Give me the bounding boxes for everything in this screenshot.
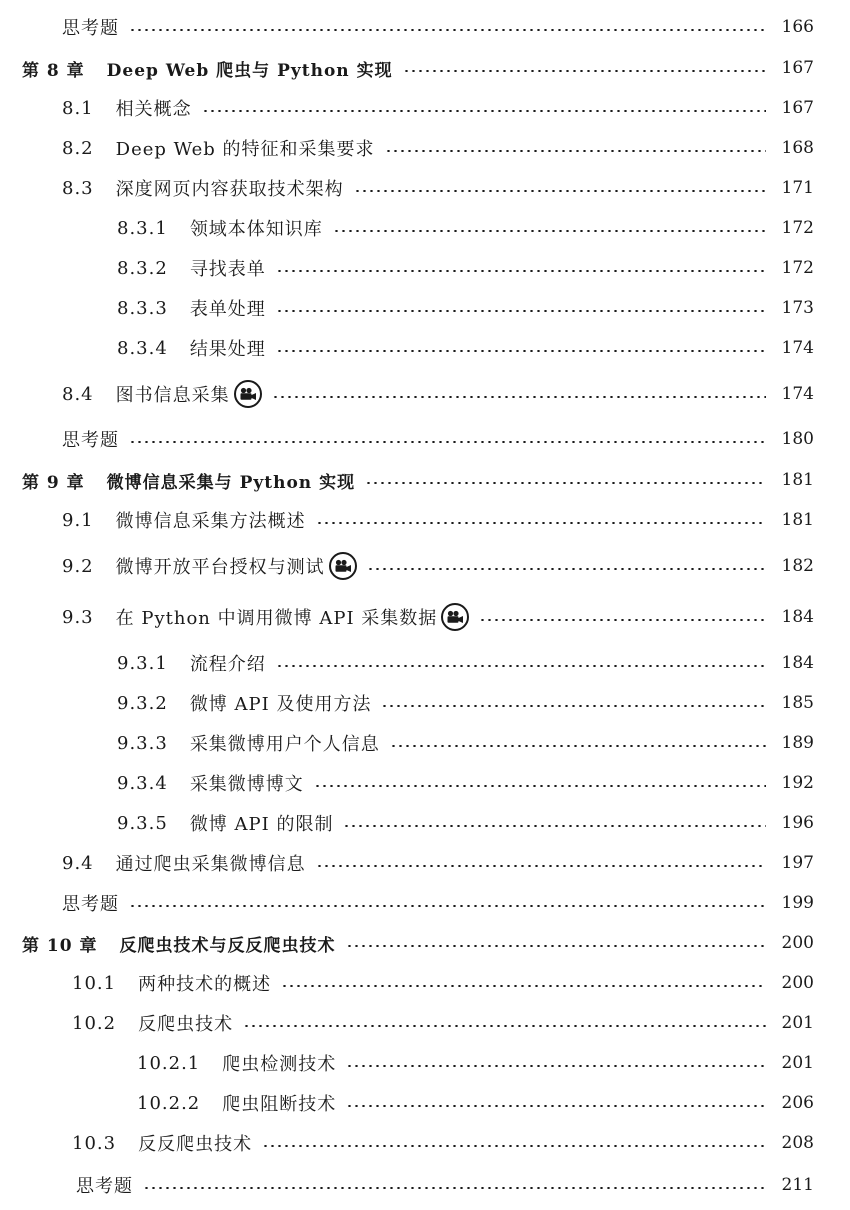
- toc-entry-title: 图书信息采集: [115, 385, 230, 406]
- toc-page-number: 174: [781, 338, 814, 358]
- toc-entry[interactable]: [0, 503, 850, 537]
- toc-page-number: 192: [781, 773, 814, 793]
- toc-entry-number: 8.2: [62, 137, 94, 159]
- toc-page-number: 174: [781, 384, 814, 404]
- toc-entry-title: 反爬虫技术与反反爬虫技术: [119, 935, 336, 956]
- toc-entry-title: 微博 API 及使用方法: [189, 694, 372, 715]
- toc-page-number: 173: [781, 298, 814, 318]
- video-camera-icon[interactable]: [329, 552, 357, 580]
- toc-entry-title: 深度网页内容获取技术架构: [115, 179, 344, 200]
- toc-entry-title: 爬虫阻断技术: [222, 1094, 337, 1115]
- toc-entry-title: 采集微博用户个人信息: [189, 734, 380, 755]
- dot-leader: [272, 396, 766, 398]
- dot-leader: [276, 665, 766, 667]
- toc-page-number: 171: [781, 178, 814, 198]
- dot-leader: [316, 865, 766, 867]
- toc-entry-title: 流程介绍: [189, 654, 266, 675]
- dot-leader: [365, 482, 766, 484]
- toc-entry-title: 在 Python 中调用微博 API 采集数据: [115, 608, 438, 629]
- toc-entry-number: 10.1: [72, 972, 117, 994]
- toc-entry-number: 9.1: [62, 509, 94, 531]
- toc-entry[interactable]: [0, 291, 850, 325]
- video-camera-icon[interactable]: [234, 380, 262, 408]
- toc-entry-title: Deep Web 爬虫与 Python 实现: [106, 60, 393, 81]
- toc-entry[interactable]: [0, 686, 850, 720]
- toc-entry-title: 表单处理: [189, 299, 266, 320]
- dot-leader: [367, 568, 766, 570]
- toc-entry[interactable]: [0, 251, 850, 285]
- toc-entry-title: 结果处理: [189, 339, 266, 360]
- toc-page-number: 181: [781, 510, 814, 530]
- toc-page-number: 211: [781, 1175, 814, 1195]
- dot-leader: [346, 945, 767, 947]
- dot-leader: [479, 619, 766, 621]
- dot-leader: [346, 1065, 766, 1067]
- toc-entry[interactable]: [0, 766, 850, 800]
- toc-entry-number: 9.3.4: [117, 772, 168, 794]
- toc-entry[interactable]: [0, 1006, 850, 1040]
- toc-page-number: 181: [781, 470, 814, 490]
- dot-leader: [346, 1105, 766, 1107]
- dot-leader: [314, 785, 766, 787]
- dot-leader: [129, 29, 766, 31]
- toc-entry-number: 8.3.3: [117, 297, 168, 319]
- video-camera-glyph: [446, 610, 464, 624]
- dot-leader: [143, 1187, 766, 1189]
- toc-entry-title: 两种技术的概述: [138, 974, 272, 995]
- toc-page-number: 167: [781, 98, 814, 118]
- toc-entry[interactable]: [0, 549, 850, 583]
- dot-leader: [354, 190, 766, 192]
- toc-page-number: 200: [781, 933, 814, 953]
- toc-entry-title: 微博开放平台授权与测试: [115, 557, 325, 578]
- toc-entry-number: 8.4: [62, 383, 94, 405]
- toc-entry-number: 10.2: [72, 1012, 117, 1034]
- toc-entry-number: 8.3.2: [117, 257, 168, 279]
- dot-leader: [276, 350, 766, 352]
- toc-entry[interactable]: [0, 1086, 850, 1120]
- toc-entry[interactable]: [0, 91, 850, 125]
- toc-entry[interactable]: [0, 377, 850, 411]
- toc-page-number: 172: [781, 218, 814, 238]
- video-camera-glyph: [239, 387, 257, 401]
- toc-entry-number: 10.3: [72, 1132, 117, 1154]
- dot-leader: [276, 270, 766, 272]
- dot-leader: [316, 522, 766, 524]
- dot-leader: [343, 825, 766, 827]
- toc-page-number: 166: [781, 17, 814, 37]
- toc-review-entry[interactable]: [0, 886, 850, 920]
- toc-chapter-entry[interactable]: [0, 926, 850, 960]
- toc-entry-number: 8.3.4: [117, 337, 168, 359]
- toc-entry-number: 9.3.3: [117, 732, 168, 754]
- dot-leader: [385, 150, 766, 152]
- video-camera-glyph: [334, 559, 352, 573]
- dot-leader: [129, 441, 766, 443]
- dot-leader: [333, 230, 766, 232]
- toc-page-number: 200: [781, 973, 814, 993]
- toc-page-number: 197: [781, 853, 814, 873]
- toc-review-entry[interactable]: [0, 422, 850, 456]
- toc-entry[interactable]: [0, 1046, 850, 1080]
- toc-entry-number: 第 9 章: [22, 472, 85, 493]
- toc-entry-title: 相关概念: [115, 99, 192, 120]
- toc-entry-number: 9.4: [62, 852, 94, 874]
- video-camera-icon[interactable]: [441, 603, 469, 631]
- toc-entry[interactable]: [0, 646, 850, 680]
- toc-page-number: 172: [781, 258, 814, 278]
- dot-leader: [129, 905, 766, 907]
- toc-page-number: 182: [781, 556, 814, 576]
- toc-entry[interactable]: [0, 726, 850, 760]
- toc-entry-title: 微博信息采集方法概述: [115, 511, 306, 532]
- toc-chapter-entry[interactable]: [0, 51, 850, 85]
- toc-page-number: 196: [781, 813, 814, 833]
- toc-entry-number: 9.3.5: [117, 812, 168, 834]
- dot-leader: [390, 745, 766, 747]
- toc-page-number: 189: [781, 733, 814, 753]
- toc-review-entry[interactable]: [0, 10, 850, 44]
- toc-page-number: 199: [781, 893, 814, 913]
- toc-page-number: 168: [781, 138, 814, 158]
- toc-entry-title: 寻找表单: [189, 259, 266, 280]
- toc-entry-title: 思考题: [76, 1176, 133, 1197]
- toc-page-number: 180: [781, 429, 814, 449]
- toc-entry-title: 思考题: [62, 894, 119, 915]
- toc-entry-title: 领域本体知识库: [189, 219, 323, 240]
- toc-entry-number: 8.3: [62, 177, 94, 199]
- toc-entry[interactable]: [0, 846, 850, 880]
- dot-leader: [262, 1145, 766, 1147]
- toc-entry-title: 通过爬虫采集微博信息: [115, 854, 306, 875]
- toc-entry[interactable]: [0, 806, 850, 840]
- toc-entry-number: 9.3.2: [117, 692, 168, 714]
- toc-entry-title: 反爬虫技术: [138, 1014, 234, 1035]
- toc-page-number: 208: [781, 1133, 814, 1153]
- toc-entry[interactable]: [0, 171, 850, 205]
- toc-entry-number: 9.3.1: [117, 652, 168, 674]
- toc-entry[interactable]: [0, 211, 850, 245]
- dot-leader: [281, 985, 766, 987]
- dot-leader: [381, 705, 766, 707]
- toc-entry-number: 第 10 章: [22, 935, 98, 956]
- toc-entry-title: Deep Web 的特征和采集要求: [115, 139, 375, 160]
- toc-entry-title: 爬虫检测技术: [222, 1054, 337, 1075]
- dot-leader: [202, 110, 766, 112]
- toc-page-number: 206: [781, 1093, 814, 1113]
- dot-leader: [243, 1025, 766, 1027]
- dot-leader: [276, 310, 766, 312]
- toc-chapter-entry[interactable]: [0, 463, 850, 497]
- toc-page-number: 167: [781, 58, 814, 78]
- toc-entry-number: 8.3.1: [117, 217, 168, 239]
- toc-entry-number: 8.1: [62, 97, 94, 119]
- toc-entry[interactable]: [0, 1126, 850, 1160]
- toc-entry[interactable]: [0, 966, 850, 1000]
- toc-review-entry[interactable]: [0, 1168, 850, 1202]
- toc-entry-title: 微博 API 的限制: [189, 814, 334, 835]
- toc-entry-title: 采集微博博文: [189, 774, 304, 795]
- toc-page-number: 201: [781, 1013, 814, 1033]
- toc-entry-number: 第 8 章: [22, 60, 85, 81]
- toc-entry-number: 9.3: [62, 606, 94, 628]
- toc-page-number: 184: [781, 607, 814, 627]
- toc-entry[interactable]: [0, 600, 850, 634]
- toc-entry[interactable]: [0, 331, 850, 365]
- toc-page-number: 201: [781, 1053, 814, 1073]
- dot-leader: [403, 70, 766, 72]
- toc-entry-title: 思考题: [62, 430, 119, 451]
- toc-entry-number: 9.2: [62, 555, 94, 577]
- toc-entry-title: 思考题: [62, 18, 119, 39]
- toc-page-number: 184: [781, 653, 814, 673]
- toc-page-number: 185: [781, 693, 814, 713]
- toc-entry[interactable]: [0, 131, 850, 165]
- toc-entry-title: 微博信息采集与 Python 实现: [106, 472, 356, 493]
- toc-entry-title: 反反爬虫技术: [138, 1134, 253, 1155]
- toc-entry-number: 10.2.1: [137, 1052, 201, 1074]
- toc-entry-number: 10.2.2: [137, 1092, 201, 1114]
